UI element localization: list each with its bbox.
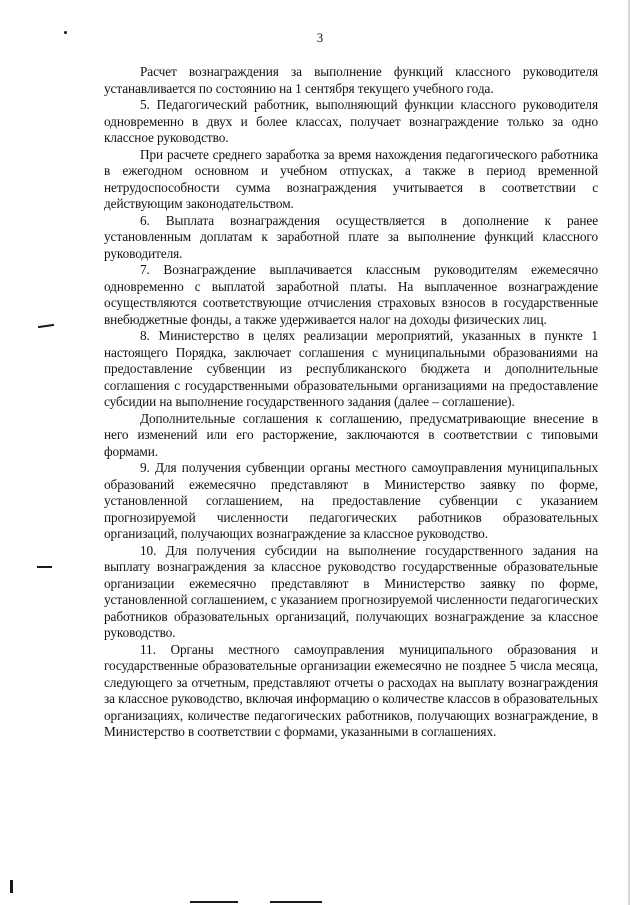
scan-edge-right: [628, 0, 630, 905]
paragraph-item-8: 8. Министерство в целях реализации мероприятий, указанных в пункте 1 настоящего Порядка, заключает соглашения с муниципальными образованиями на предоставление субвенции из республиканского бюджета и дополнительные соглашения с государственными образовательными организациями на предоставление субсидии на выполнение государственного задания (далее – соглашение).: [104, 328, 598, 409]
paragraph-item-6: 6. Выплата вознаграждения осуществляется в дополнение к ранее установленным доплатам к заработной плате за выполнение функций классного руководителя.: [104, 212, 598, 261]
document-body: [104, 64, 598, 741]
paragraph-item-5: 5. Педагогический работник, выполняющий функции классного руководителя одновременно в двух и более классах, получает вознаграждение только за одно классное руководство.: [104, 97, 598, 145]
scan-speck: [64, 31, 67, 34]
paragraph-reward-calculation: Расчет вознаграждения за выполнение функций классного руководителя устанавливается по состоянию на 1 сентября текущего учебного года.: [104, 64, 598, 96]
scan-mark-bottom-2: [270, 901, 322, 903]
scan-mark-bottom-1: [190, 901, 238, 903]
paragraph-item-7: 7. Вознаграждение выплачивается классным руководителям ежемесячно одновременно с выплатой заработной платы. На выплаченное вознаграждение осуществляются соответствующие отчисления страховых взносов в государственные внебюджетные фонды, а также удерживается налог на доходы физических лиц.: [104, 262, 598, 327]
scan-mark-left-upper: [38, 324, 54, 328]
paragraph-additional-agreements: Дополнительные соглашения к соглашению, предусматривающие внесение в него изменений или его расторжение, заключаются в соответствии с типовыми формами.: [104, 410, 598, 459]
paragraph-item-10: 10. Для получения субсидии на выполнение государственного задания на выплату вознаграждения за классное руководство государственные образовательные организации ежемесячно представляют в Министерство заявку по форме, установленной соглашением, с указанием прогнозируемой численности педагогических работников образовательных организаций, получающих вознаграждение за классное руководство.: [104, 542, 598, 640]
page-number: 3: [316, 31, 324, 45]
paragraph-item-9: 9. Для получения субвенции органы местного самоуправления муниципальных образований ежемесячно представляют в Министерство заявку по форме, установленной соглашением, на предоставление субвенции с указанием прогнозируемой численности педагогических работников образовательных организаций, получающих вознаграждение за классное руководство.: [104, 460, 598, 541]
scan-mark-left-lower: [37, 566, 52, 568]
paragraph-average-earnings: При расчете среднего заработка за время нахождения педагогического работника в ежегодном основном и учебном отпусках, а также в период временной нетрудоспособности сумма вознаграждения учитывается в соответствии с действующим законодательством.: [104, 146, 598, 211]
paragraph-item-11: 11. Органы местного самоуправления муниципального образования и государственные образовательные организации ежемесячно не позднее 5 числа месяца, следующего за отчетным, представляют отчеты о расходах на выплату вознаграждения за классное руководство, включая информацию о количестве классов в образовательных организациях, количестве педагогических работников, получающих вознаграждение, в Министерство в соответствии с формами, указанными в соглашениях.: [104, 641, 598, 739]
scan-mark-bottom-left: [10, 880, 13, 893]
